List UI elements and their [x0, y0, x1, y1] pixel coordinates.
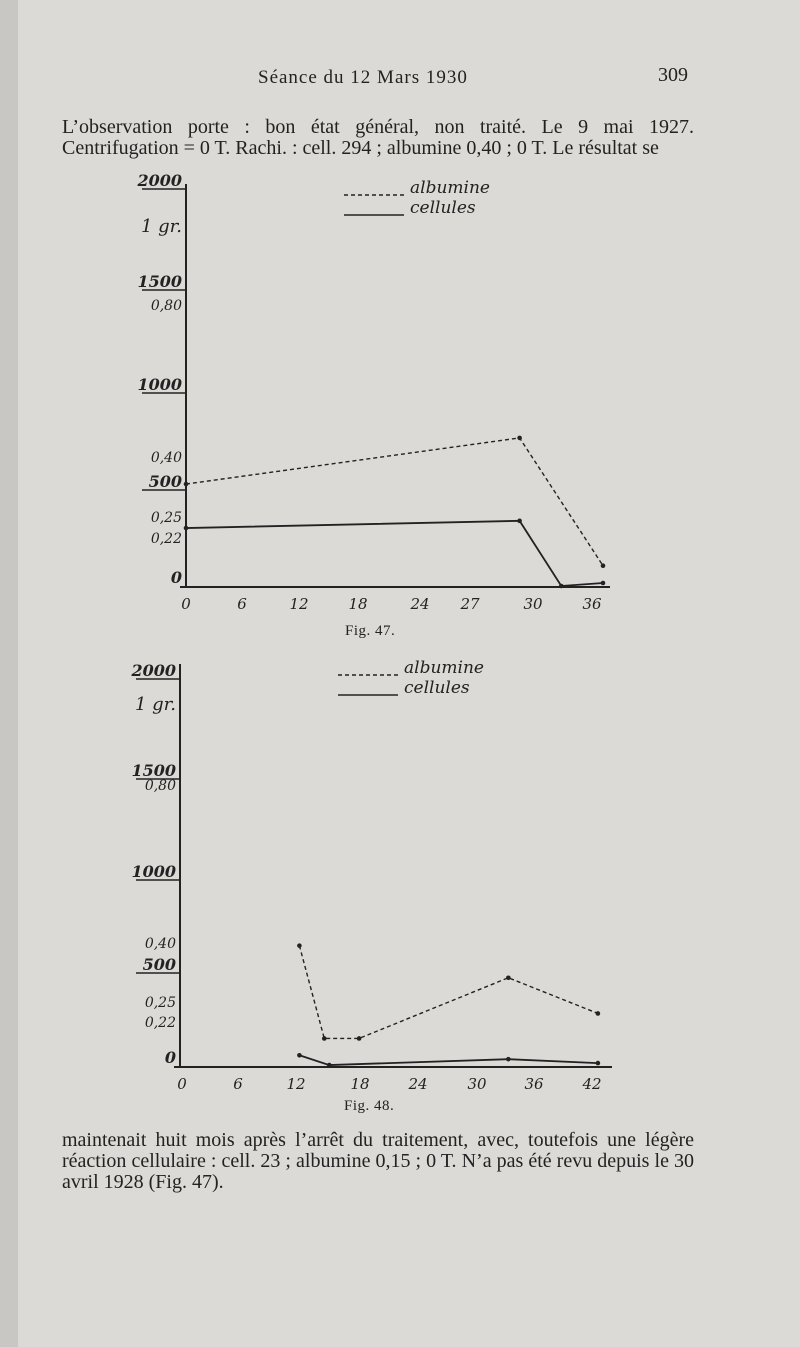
fig48-point-albumine [596, 1011, 601, 1016]
fig47-x-tick-label: 18 [348, 595, 368, 613]
fig47-y-tick-cells: 1000 [137, 375, 182, 394]
fig48-point-albumine [322, 1036, 327, 1041]
fig48-y-tick-cells: 500 [142, 955, 176, 974]
paragraph-bottom: maintenait huit mois après l’arrêt du traitement, avec, toutefois une légère réaction cellulaire : cell. 23 ; albumine 0,15 ; 0 T. N’a pas été revu depuis le 30 avril 1928 (Fig. 47). [62, 1129, 694, 1193]
fig48-x-tick-label: 36 [524, 1075, 544, 1093]
figure-48-caption: Fig. 48. [344, 1098, 395, 1114]
fig47-series-albumine [186, 438, 603, 566]
fig47-legend-albumin-label: albumine [410, 178, 490, 198]
running-head: Séance du 12 Mars 1930 [258, 67, 468, 88]
fig48-series-albumine [299, 946, 598, 1039]
page-number: 309 [658, 64, 688, 86]
fig48-point-albumine [506, 975, 511, 980]
fig48-y-tick-cells: 1000 [131, 862, 176, 881]
fig47-legend-cells-label: cellules [410, 198, 476, 218]
fig48-legend-cells-label: cellules [404, 678, 470, 698]
fig48-x-tick-label: 6 [233, 1075, 243, 1093]
fig48-point-cellules [596, 1061, 601, 1066]
fig48-y-tick-albumin: 1 gr. [134, 694, 176, 715]
fig48-point-albumine [297, 943, 302, 948]
fig48-x-tick-label: 18 [350, 1075, 370, 1093]
fig47-series-cellules [186, 521, 603, 586]
fig48-y-tick-cells: 0 [164, 1048, 176, 1067]
fig48-x-tick-label: 24 [408, 1075, 428, 1093]
fig48-y-tick-albumin: 0,22 [144, 1015, 176, 1031]
fig48-x-tick-label: 42 [582, 1075, 602, 1093]
fig47-point-albumine [184, 482, 189, 487]
fig47-x-tick-label: 30 [523, 595, 543, 613]
fig47-y-tick-cells: 2000 [137, 171, 182, 190]
fig48-x-tick-label: 12 [286, 1075, 306, 1093]
fig47-point-cellules [559, 584, 564, 589]
fig47-y-tick-albumin: 0,40 [150, 450, 182, 466]
fig47-x-tick-label: 27 [460, 595, 480, 613]
fig48-y-tick-cells: 2000 [131, 661, 176, 680]
fig48-point-cellules [506, 1057, 511, 1062]
fig48-series-cellules [299, 1055, 598, 1065]
fig47-y-tick-cells: 1500 [137, 272, 182, 291]
fig48-y-tick-cells: 1500 [131, 761, 176, 780]
figure-47-caption: Fig. 47. [345, 623, 396, 639]
fig47-y-tick-albumin: 0,22 [150, 531, 182, 547]
fig48-y-tick-albumin: 0,80 [144, 778, 176, 794]
fig47-y-tick-albumin: 0,25 [150, 510, 182, 526]
fig47-x-tick-label: 0 [181, 595, 191, 613]
fig48-y-tick-albumin: 0,25 [144, 995, 176, 1011]
fig47-y-tick-cells: 0 [170, 568, 182, 587]
fig48-point-cellules [327, 1063, 332, 1068]
fig47-y-tick-cells: 500 [148, 472, 182, 491]
fig47-point-albumine [601, 563, 606, 568]
fig47-y-tick-albumin: 0,80 [150, 298, 182, 314]
fig48-x-tick-label: 30 [467, 1075, 487, 1093]
fig47-point-albumine [517, 436, 522, 441]
fig48-y-tick-albumin: 0,40 [144, 936, 176, 952]
fig47-point-cellules [601, 581, 606, 586]
fig48-point-cellules [297, 1053, 302, 1058]
fig47-x-tick-label: 36 [582, 595, 602, 613]
fig48-point-albumine [357, 1036, 362, 1041]
fig47-x-tick-label: 24 [410, 595, 430, 613]
paragraph-top: L’observation porte : bon état général, non traité. Le 9 mai 1927. Centrifugation = 0 T. Rachi. : cell. 294 ; albumine 0,40 ; 0 T. Le résultat se [62, 116, 694, 159]
fig47-x-tick-label: 12 [289, 595, 309, 613]
fig47-point-cellules [517, 519, 522, 524]
fig47-x-tick-label: 6 [237, 595, 247, 613]
fig48-x-tick-label: 0 [177, 1075, 187, 1093]
fig47-point-cellules [184, 526, 189, 531]
fig47-y-tick-albumin: 1 gr. [140, 216, 182, 237]
fig48-legend-albumin-label: albumine [404, 658, 484, 678]
